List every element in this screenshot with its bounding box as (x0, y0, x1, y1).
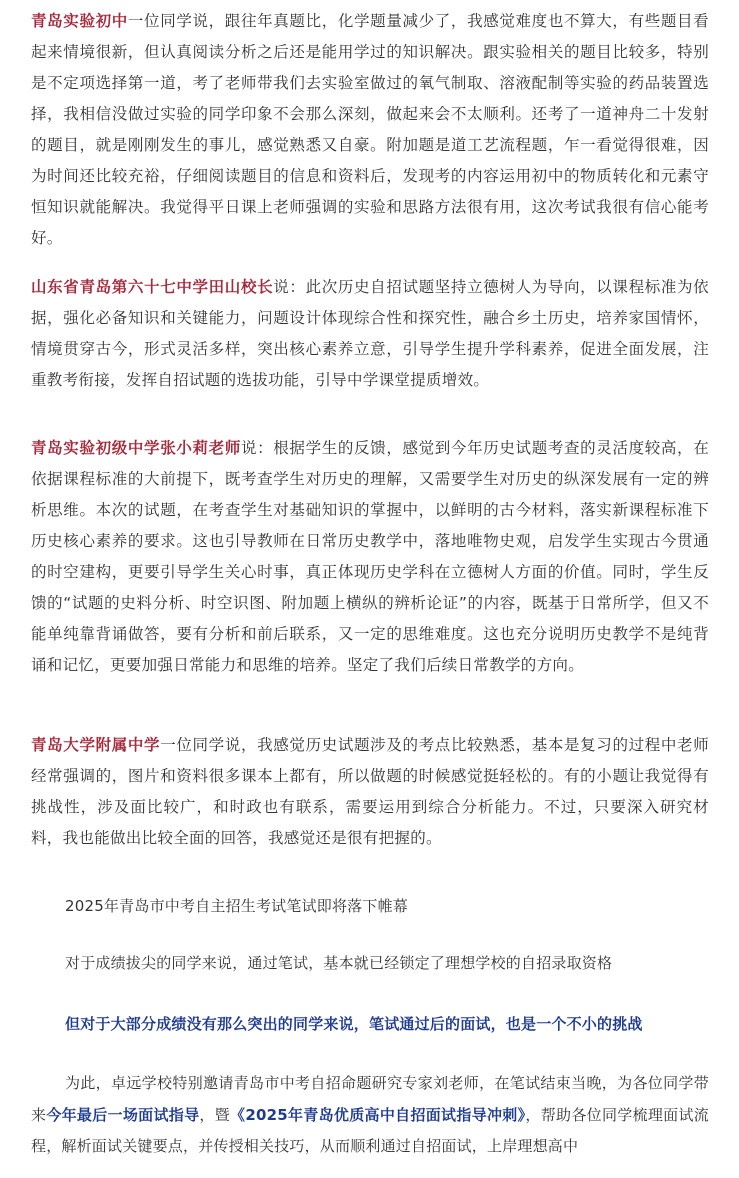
speaker-name: 山东省青岛第六十七中学田山校长 (31, 278, 274, 296)
speaker-name: 青岛大学附属中学 (31, 736, 161, 754)
testimonial-text: 说：根据学生的反馈，感觉到今年历史试题考查的灵活度较高，在依据课程标准的大前提下，既考查学生对历史的理解，又需要学生对历史的纵深发展有一定的辨析思维。本次的试题，在考查学生对基础知识的掌握中，以鲜明的古今材料，落实新课程标准下历史核心素养的要求。这也引导教师在日常历史教学中，落地唯物史观，启发学生实现古今贯通的时空建构，更要引导学生关心时事，真正体现历史学科在立德树人方面的价值。同时，学生反馈的“试题的史料分析、时空识图、附加题上横纵的辨析论证”的内容，既基于日常所学，但又不能单纯靠背诵做答，要有分析和前后联系，又一定的思维难度。这也充分说明历史教学不是纯背诵和记忆，更要加强日常能力和思维的培养。坚定了我们后续日常教学的方向。 (31, 439, 709, 674)
testimonial-paragraph (31, 433, 709, 681)
speaker-name: 青岛实验初中 (31, 12, 128, 30)
summary-line: 对于成绩拔尖的同学来说，通过笔试，基本就已经锁定了理想学校的自招录取资格 (65, 954, 613, 972)
summary-line: 2025年青岛市中考自主招生考试笔试即将落下帷幕 (65, 897, 408, 915)
testimonial-paragraph (31, 6, 709, 254)
closing-paragraph (31, 1068, 709, 1163)
closing-emphasis: 《2025年青岛优质高中自招面试指导冲刺》 (230, 1105, 526, 1124)
closing-emphasis: 今年最后一场面试指导 (46, 1105, 200, 1124)
testimonial-paragraph (31, 272, 709, 396)
testimonial-text: 一位同学说，跟往年真题比，化学题量减少了，我感觉难度也不算大，有些题目看起来情境很新，但认真阅读分析之后还是能用学过的知识解决。跟实验相关的题目比较多，特别是不定项选择第一道，考了老师带我们去实验室做过的氧气制取、溶液配制等实验的药品装置选择，我相信没做过实验的同学印象不会那么深刻，做起来会不太顺利。还考了一道神舟二十发射的题目，就是刚刚发生的事儿，感觉熟悉又自豪。附加题是道工艺流程题，乍一看觉得很难，因为时间还比较充裕，仔细阅读题目的信息和资料后，发现考的内容运用初中的物质转化和元素守恒知识就能解决。我觉得平日课上老师强调的实验和思路方法很有用，这次考试我很有信心能考好。 (31, 12, 709, 247)
closing-text: 为此，卓远学校特别邀请青岛市中考自招命题研究专家刘老师，在笔试结束当晚，为各位同学带来 (31, 1074, 709, 1124)
testimonial-paragraph (31, 730, 709, 854)
speaker-name: 青岛实验初级中学张小莉老师 (31, 439, 241, 457)
highlight-line: 但对于大部分成绩没有那么突出的同学来说，笔试通过后的面试，也是一个不小的挑战 (65, 1015, 643, 1033)
closing-text: ，暨 (199, 1105, 231, 1124)
testimonial-text: 一位同学说，我感觉历史试题涉及的考点比较熟悉，基本是复习的过程中老师经常强调的，图片和资料很多课本上都有，所以做题的时候感觉挺轻松的。有的小题让我觉得有挑战性，涉及面比较广，和时政也有联系，需要运用到综合分析能力。不过，只要深入研究材料，我也能做出比较全面的回答，我感觉还是很有把握的。 (31, 736, 710, 847)
testimonial-text: 说：此次历史自招试题坚持立德树人为导向，以课程标准为依据，强化必备知识和关键能力，问题设计体现综合性和探究性，融合乡土历史，培养家国情怀，情境贯穿古今，形式灵活多样，突出核心素养立意，引导学生提升学科素养，促进全面发展，注重教考衔接，发挥自招试题的选拔功能，引导中学课堂提质增效。 (31, 278, 709, 389)
closing-text: ，帮助各位同学梳理面试流程，解析面试关键要点，并传授相关技巧，从而顺利通过自招面试，上岸理想高中 (31, 1105, 709, 1155)
